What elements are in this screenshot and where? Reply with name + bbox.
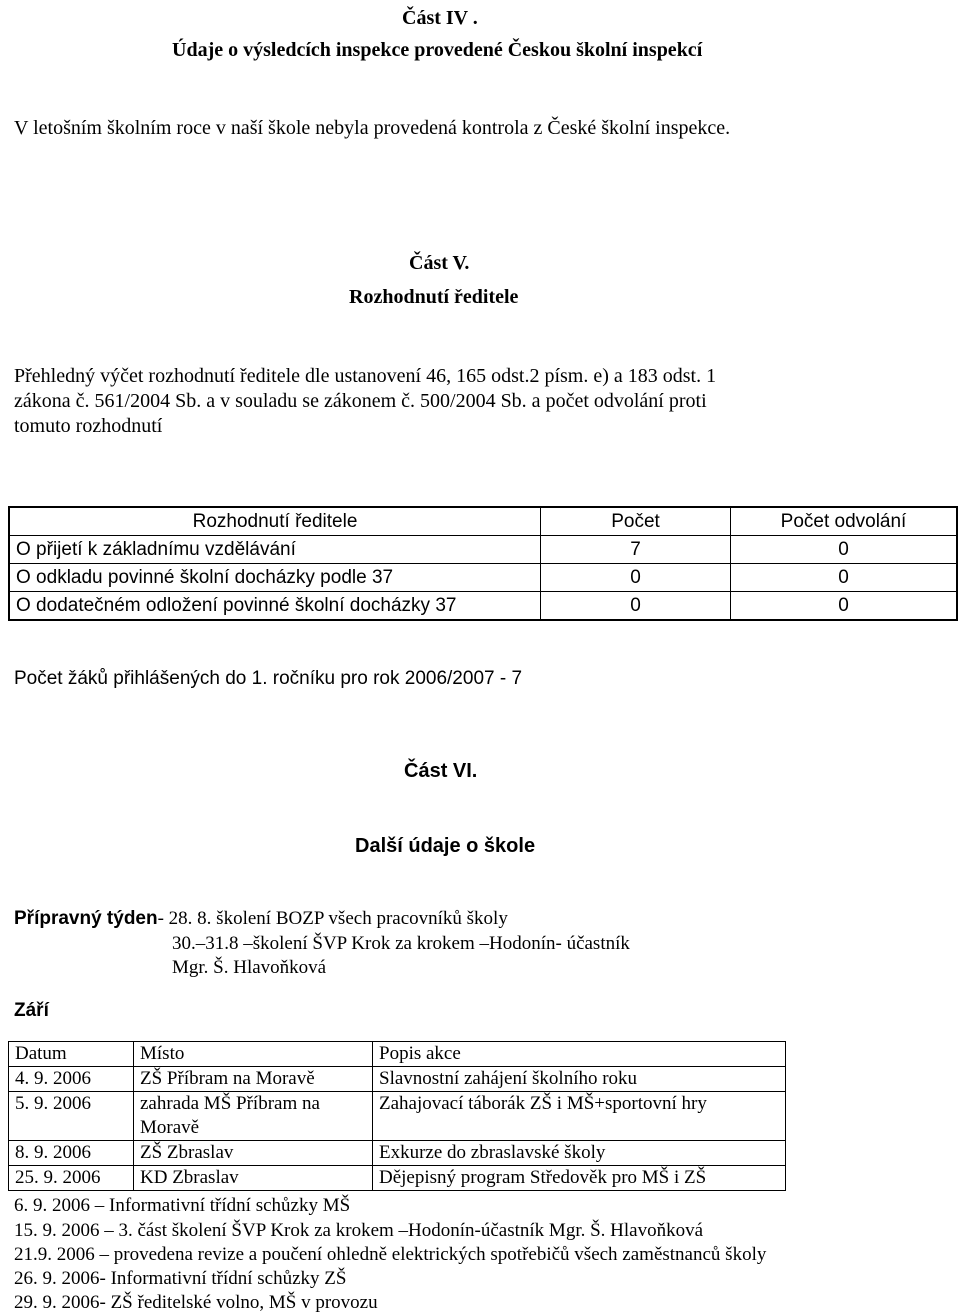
table-cell: KD Zbraslav [134, 1166, 373, 1191]
table-cell: 0 [541, 564, 731, 592]
events-table [8, 1041, 786, 1191]
prep-week-line1 [14, 907, 508, 931]
table-cell: O přijetí k základnímu vzdělávání [9, 536, 541, 564]
decisions-table [8, 506, 958, 621]
month-label: Září [14, 1000, 49, 1021]
table-row [9, 536, 957, 564]
table-header: Popis akce [373, 1042, 786, 1067]
list-item: 6. 9. 2006 – Informativní třídní schůzky MŠ [14, 1195, 351, 1216]
table-cell: 4. 9. 2006 [9, 1067, 134, 1092]
table-row [9, 1166, 786, 1191]
table-row [9, 1067, 786, 1092]
list-item: 21.9. 2006 – provedena revize a poučení ohledně elektrických spotřebičů všech zaměstnanců školy [14, 1244, 767, 1265]
table-cell: O dodatečném odložení povinné školní docházky 37 [9, 592, 541, 621]
table-header-row [9, 1042, 786, 1067]
table-header: Rozhodnutí ředitele [9, 507, 541, 536]
table-cell: 0 [731, 564, 958, 592]
table-cell: 0 [731, 536, 958, 564]
part5-heading: Část V. [409, 252, 470, 274]
table-header: Místo [134, 1042, 373, 1067]
part6-heading: Část VI. [404, 760, 478, 782]
prep-week-label: Přípravný týden [14, 908, 158, 929]
table-cell: Dějepisný program Středověk pro MŠ i ZŠ [373, 1166, 786, 1191]
table-header: Počet odvolání [731, 507, 958, 536]
table-row [9, 1092, 786, 1141]
prep-week-line2: 30.–31.8 –školení ŠVP Krok za krokem –Hodonín- účastník [172, 933, 630, 954]
part5-title: Rozhodnutí ředitele [349, 286, 519, 308]
list-item: 15. 9. 2006 – 3. část školení ŠVP Krok za krokem –Hodonín-účastník Mgr. Š. Hlavoňková [14, 1220, 704, 1241]
table-cell: 0 [541, 592, 731, 621]
part4-title: Údaje o výsledcích inspekce provedené Českou školní inspekcí [172, 39, 703, 61]
table-row [9, 564, 957, 592]
table-cell: 5. 9. 2006 [9, 1092, 134, 1141]
prep-week-text: - 28. 8. školení BOZP všech pracovníků školy [157, 908, 508, 929]
part5-intro-line2: zákona č. 561/2004 Sb. a v souladu se zákonem č. 500/2004 Sb. a počet odvolání proti [14, 390, 707, 412]
table-cell: 25. 9. 2006 [9, 1166, 134, 1191]
table-row [9, 592, 957, 621]
part4-heading: Část IV . [402, 7, 478, 29]
table-cell: O odkladu povinné školní docházky podle 37 [9, 564, 541, 592]
table-cell: 0 [731, 592, 958, 621]
list-item: 26. 9. 2006- Informativní třídní schůzky ZŠ [14, 1268, 347, 1289]
table-row [9, 1141, 786, 1166]
table-cell: ZŠ Příbram na Moravě [134, 1067, 373, 1092]
part5-intro-line1: Přehledný výčet rozhodnutí ředitele dle ustanovení 46, 165 odst.2 písm. e) a 183 odst. 1 [14, 365, 717, 387]
table-cell: Zahajovací táborák ZŠ i MŠ+sportovní hry [373, 1092, 786, 1141]
table-cell: Slavnostní zahájení školního roku [373, 1067, 786, 1092]
table-header: Počet [541, 507, 731, 536]
table-header: Datum [9, 1042, 134, 1067]
table-cell: Exkurze do zbraslavské školy [373, 1141, 786, 1166]
table-cell: 7 [541, 536, 731, 564]
table-header-row [9, 507, 957, 536]
table-cell: zahrada MŠ Příbram na Moravě [134, 1092, 373, 1141]
list-item: 29. 9. 2006- ZŠ ředitelské volno, MŠ v provozu [14, 1292, 378, 1313]
part5-intro-line3: tomuto rozhodnutí [14, 415, 163, 437]
table-cell: 8. 9. 2006 [9, 1141, 134, 1166]
table-cell: ZŠ Zbraslav [134, 1141, 373, 1166]
part6-title: Další údaje o škole [355, 835, 536, 857]
part4-text: V letošním školním roce v naší škole nebyla provedená kontrola z České školní inspekce. [14, 117, 731, 139]
pupils-count: Počet žáků přihlášených do 1. ročníku pro rok 2006/2007 - 7 [14, 668, 523, 689]
prep-week-line3: Mgr. Š. Hlavoňková [172, 957, 327, 978]
